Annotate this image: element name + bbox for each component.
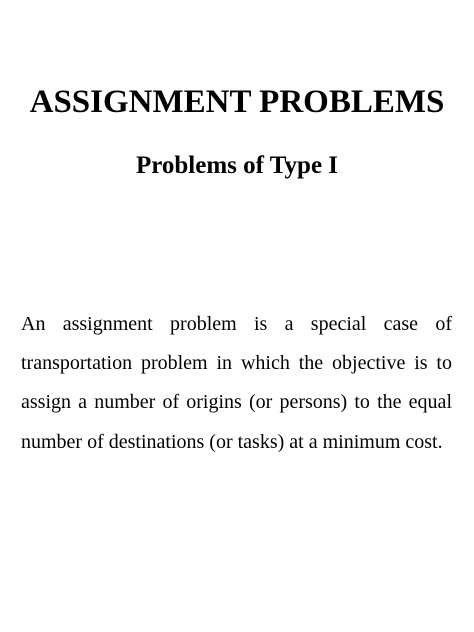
- body-paragraph: An assignment problem is a special case of transportation problem in which the objective is to assign a number of origins (or persons) to the equal number of destinations (or tasks) at a minimum cost.: [21, 313, 452, 453]
- page-title: ASSIGNMENT PROBLEMS: [29, 84, 445, 120]
- page-subtitle: Problems of Type I: [135, 152, 339, 179]
